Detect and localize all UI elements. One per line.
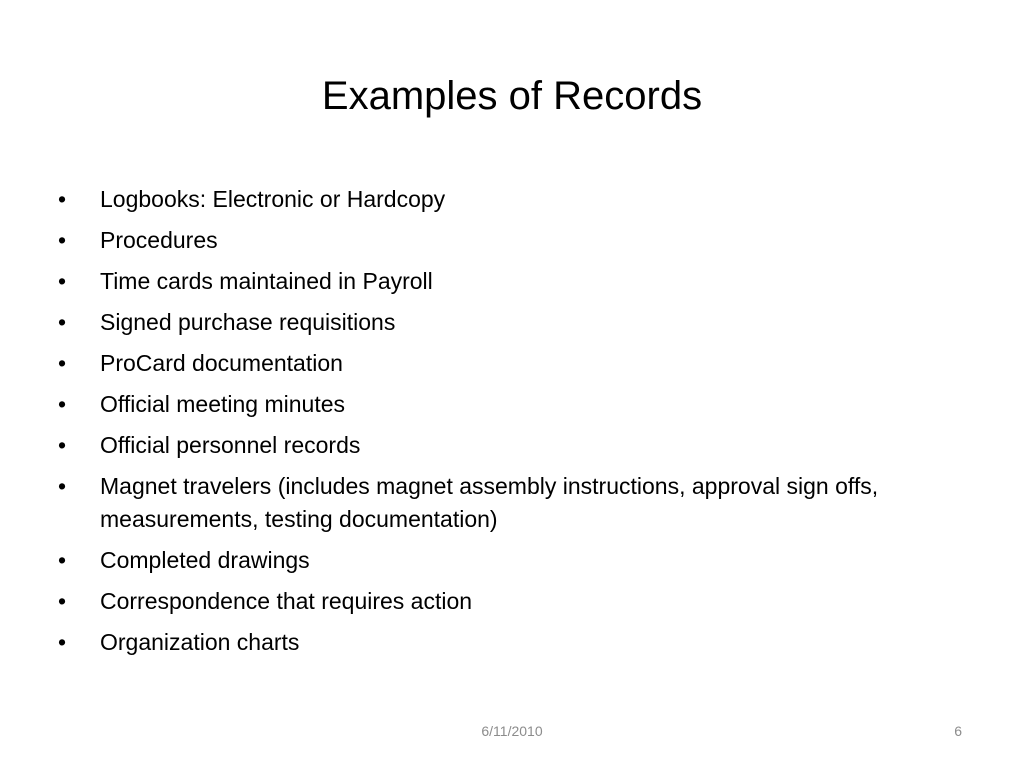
- bullet-icon: •: [58, 268, 67, 294]
- bullet-item: [58, 388, 938, 421]
- bullet-text: ProCard documentation: [100, 350, 343, 376]
- bullet-icon: •: [58, 473, 67, 499]
- footer-page-number: 6: [954, 723, 962, 739]
- bullet-icon: •: [58, 547, 67, 573]
- bullet-text: Time cards maintained in Payroll: [100, 268, 433, 294]
- bullet-text: Official personnel records: [100, 432, 361, 458]
- bullet-text: Completed drawings: [100, 547, 310, 573]
- bullet-text: Magnet travelers (includes magnet assembly instructions, approval sign offs, measurements, testing documentation): [100, 473, 879, 532]
- bullet-item: [58, 224, 938, 257]
- bullet-icon: •: [58, 432, 67, 458]
- bullet-text: Logbooks: Electronic or Hardcopy: [100, 186, 446, 212]
- bullet-icon: •: [58, 629, 67, 655]
- bullet-list: [58, 183, 938, 667]
- bullet-item: [58, 585, 938, 618]
- bullet-item: [58, 470, 938, 536]
- bullet-icon: •: [58, 227, 67, 253]
- bullet-item: [58, 183, 938, 216]
- bullet-item: [58, 626, 938, 659]
- bullet-text: Procedures: [100, 227, 218, 253]
- bullet-icon: •: [58, 588, 67, 614]
- bullet-item: [58, 347, 938, 380]
- bullet-item: [58, 306, 938, 339]
- bullet-text: Signed purchase requisitions: [100, 309, 396, 335]
- bullet-text: Organization charts: [100, 629, 300, 655]
- bullet-item: [58, 544, 938, 577]
- bullet-item: [58, 265, 938, 298]
- bullet-icon: •: [58, 350, 67, 376]
- bullet-icon: •: [58, 186, 67, 212]
- footer-date: 6/11/2010: [481, 723, 543, 739]
- slide-title: Examples of Records: [321, 74, 703, 118]
- bullet-item: [58, 429, 938, 462]
- bullet-icon: •: [58, 391, 67, 417]
- bullet-icon: •: [58, 309, 67, 335]
- bullet-text: Correspondence that requires action: [100, 588, 473, 614]
- bullet-text: Official meeting minutes: [100, 391, 346, 417]
